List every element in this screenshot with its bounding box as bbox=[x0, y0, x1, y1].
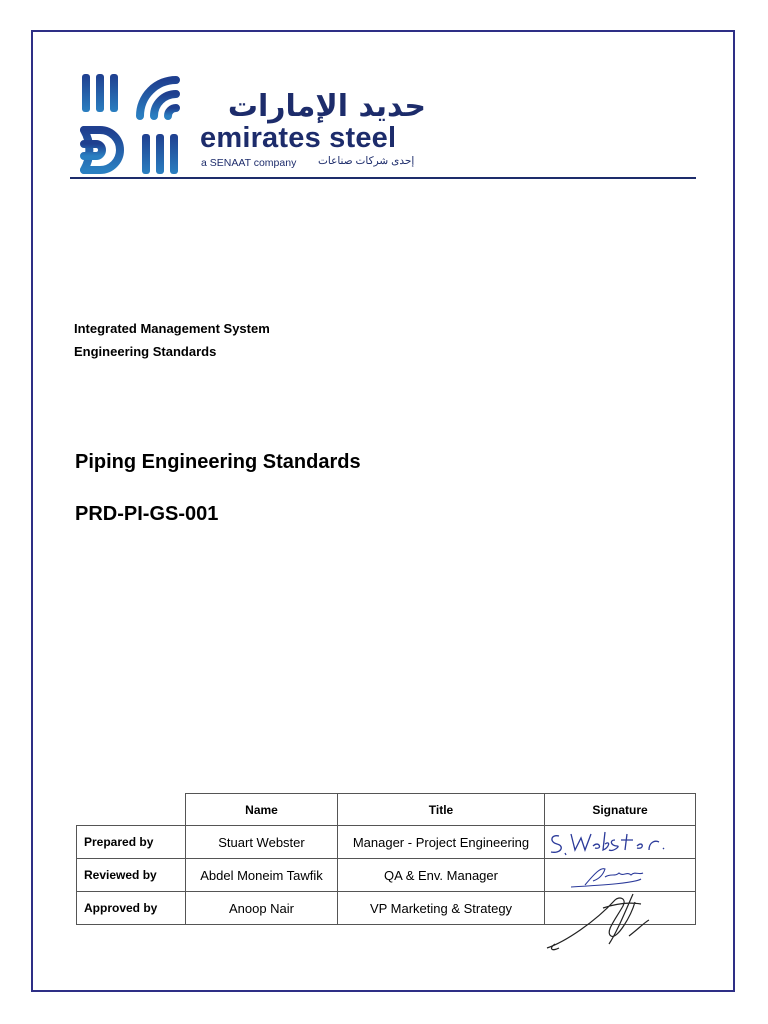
person-name: Anoop Nair bbox=[186, 892, 338, 925]
system-name: Integrated Management System bbox=[74, 321, 270, 336]
header-name: Name bbox=[186, 794, 338, 826]
arabic-brand-wordmark-icon bbox=[198, 84, 428, 124]
table-row bbox=[77, 826, 696, 859]
header-title: Title bbox=[338, 794, 545, 826]
header-signature: Signature bbox=[545, 794, 696, 826]
person-title: QA & Env. Manager bbox=[338, 859, 545, 892]
document-title: Piping Engineering Standards bbox=[75, 451, 361, 473]
table-row bbox=[77, 892, 696, 925]
signature-webster-icon bbox=[545, 826, 695, 858]
table-row bbox=[77, 859, 696, 892]
emirates-steel-logo-icon bbox=[80, 72, 180, 176]
brand-tagline-arabic: إحدى شركات صناعات bbox=[318, 155, 415, 167]
document-code: PRD-PI-GS-001 bbox=[75, 503, 219, 525]
brand-tagline: a SENAAT company bbox=[201, 157, 297, 169]
brand-name: emirates steel bbox=[200, 122, 397, 154]
signature-moneim-icon bbox=[545, 859, 695, 891]
signature-cell bbox=[545, 826, 696, 859]
signature-cell bbox=[545, 859, 696, 892]
approval-table bbox=[76, 793, 696, 925]
role-label: Approved by bbox=[77, 892, 186, 925]
arabic-brand-name: حديد الإمارات bbox=[227, 89, 426, 124]
role-label: Reviewed by bbox=[77, 859, 186, 892]
standards-category: Engineering Standards bbox=[74, 344, 217, 359]
header-divider bbox=[70, 177, 696, 179]
signature-nair-icon bbox=[545, 892, 695, 924]
role-label: Prepared by bbox=[77, 826, 186, 859]
person-name: Abdel Moneim Tawfik bbox=[186, 859, 338, 892]
person-title: VP Marketing & Strategy bbox=[338, 892, 545, 925]
person-name: Stuart Webster bbox=[186, 826, 338, 859]
person-title: Manager - Project Engineering bbox=[338, 826, 545, 859]
signature-cell bbox=[545, 892, 696, 925]
